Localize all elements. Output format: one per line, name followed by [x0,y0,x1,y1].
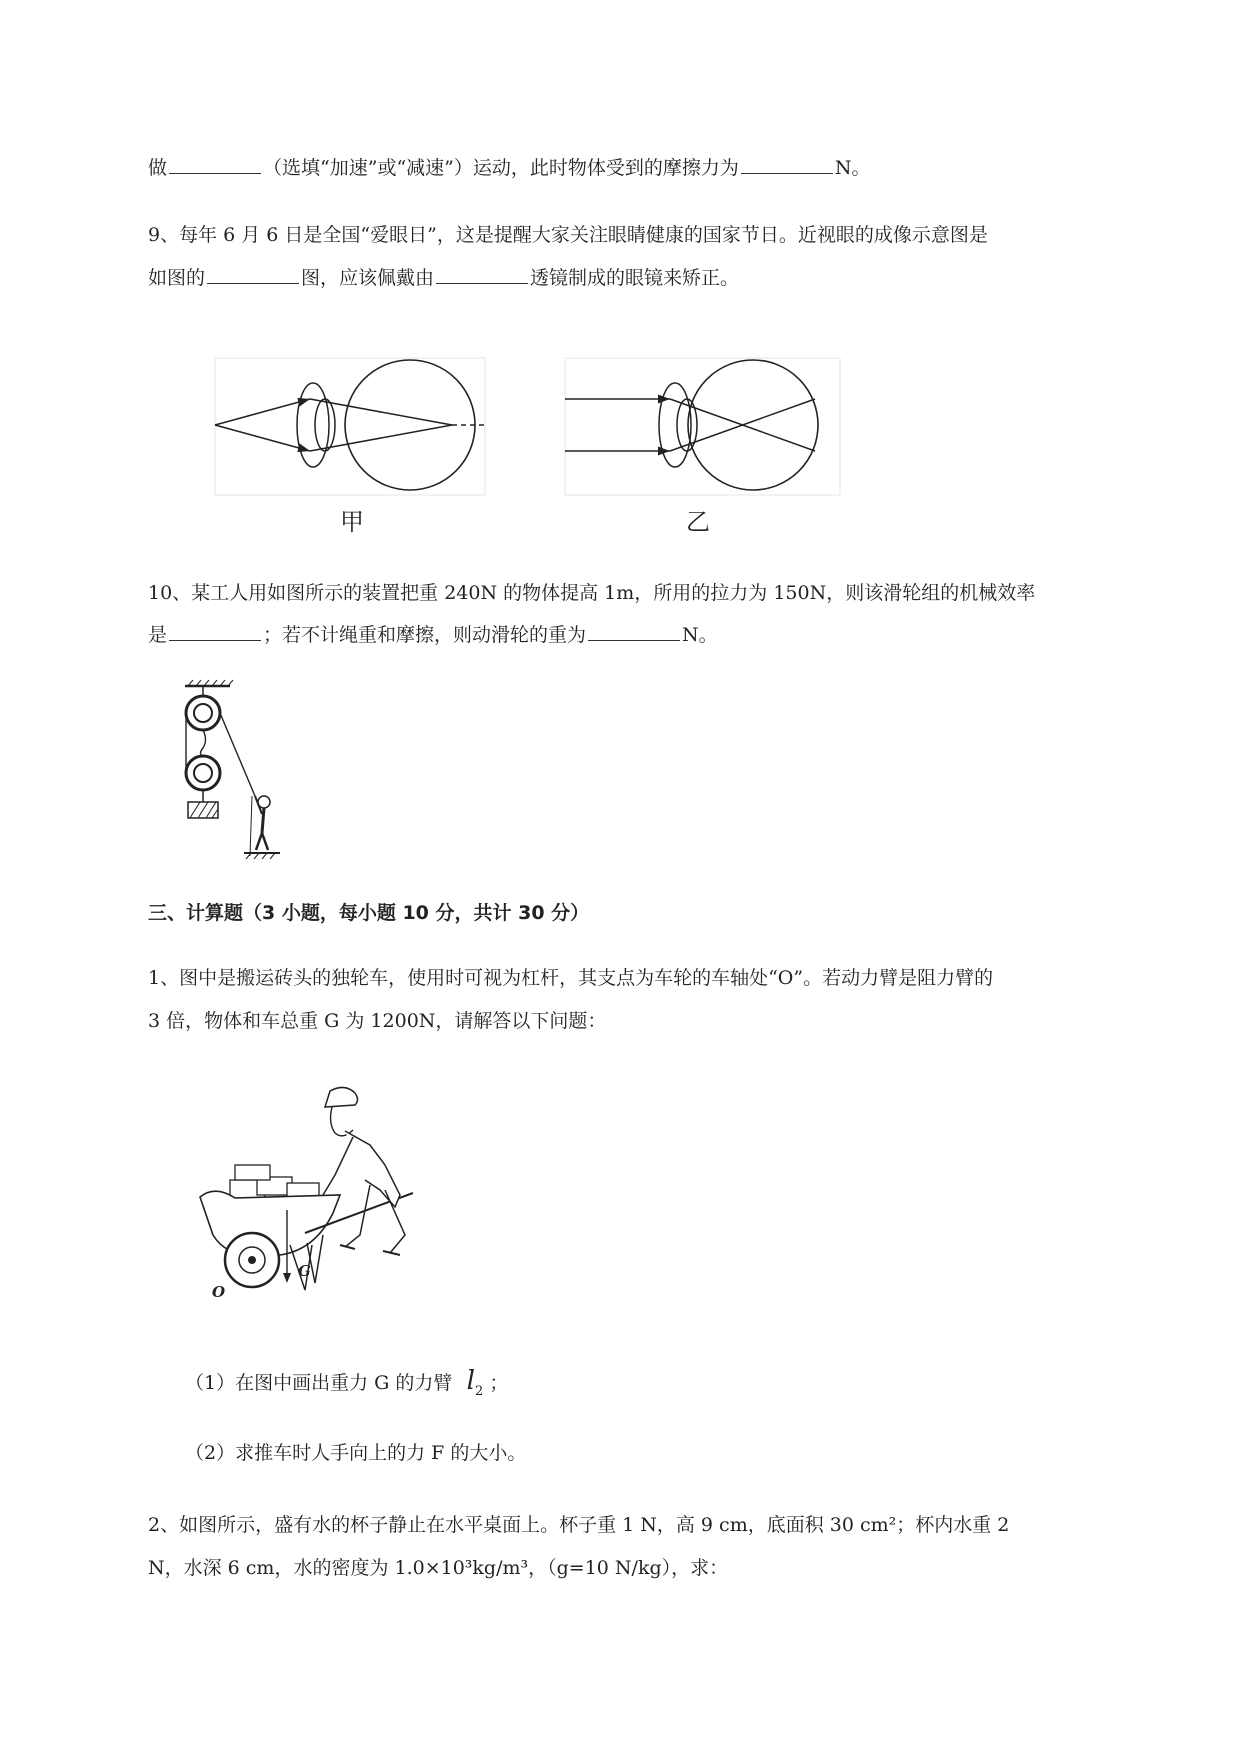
q9-blank-2[interactable] [436,265,528,284]
q9-text-b: 图，应该佩戴由 [301,267,435,289]
eye-diagram [210,355,850,545]
section-3-title: 三、计算题（3 小题，每小题 10 分，共计 30 分） [148,902,590,924]
q9-line-2 [148,265,739,291]
q10-line-2 [148,622,718,648]
lever-arm-subscript: 2 [475,1384,484,1400]
eye-caption-left: 甲 [340,508,364,536]
fulcrum-label: O [212,1283,226,1301]
c1-sub-1-end: ； [489,1372,509,1394]
lever-arm-l: l [466,1366,475,1396]
q9-text-c: 透镜制成的眼镜来矫正。 [530,267,740,289]
c1-sub-1 [185,1368,508,1405]
q10-text-a: 是 [148,624,168,646]
q9-text-a: 如图的 [148,267,206,289]
q8-text-c: N。 [834,157,871,179]
gravity-label: G [298,1262,311,1280]
q8-blank-2[interactable] [741,155,833,174]
pulley-diagram [180,678,300,863]
c1-sub-2: （2）求推车时人手向上的力 F 的大小。 [185,1442,527,1464]
c2-line-2: N，水深 6 cm，水的密度为 1.0×10³kg/m³，（g=10 N/kg），求： [148,1557,729,1579]
q8-text-b: （选填“加速”或“减速”）运动，此时物体受到的摩擦力为 [263,157,739,179]
q8-tail-line [148,155,871,181]
eye-right [565,358,840,495]
q10-text-c: N。 [682,624,718,646]
q9-blank-1[interactable] [207,265,299,284]
eye-left [215,358,485,495]
q10-text-b: ；若不计绳重和摩擦，则动滑轮的重为 [263,624,587,646]
eye-caption-right: 乙 [686,508,710,536]
c1-line-2: 3 倍，物体和车总重 G 为 1200N，请解答以下问题： [148,1010,607,1032]
q10-blank-2[interactable] [588,622,680,641]
q8-text-a: 做 [148,157,168,179]
q10-line-1: 10、某工人用如图所示的装置把重 240N 的物体提高 1m，所用的拉力为 150N，则该滑轮组的机械效率 [148,582,1036,604]
c2-line-1: 2、如图所示，盛有水的杯子静止在水平桌面上。杯子重 1 N，高 9 cm，底面积 30 cm²；杯内水重 2 [148,1514,1010,1536]
c1-line-1: 1、图中是搬运砖头的独轮车，使用时可视为杠杆，其支点为车轮的车轴处“O”。若动力臂是阻力臂的 [148,967,994,989]
q8-blank-1[interactable] [169,155,261,174]
q10-blank-1[interactable] [169,622,261,641]
q9-line-1: 9、每年 6 月 6 日是全国“爱眼日”，这是提醒大家关注眼睛健康的国家节日。近视眼的成像示意图是 [148,224,988,246]
lever-arm-symbol [458,1366,484,1400]
c1-sub-1-text: （1）在图中画出重力 G 的力臂 [185,1372,453,1394]
